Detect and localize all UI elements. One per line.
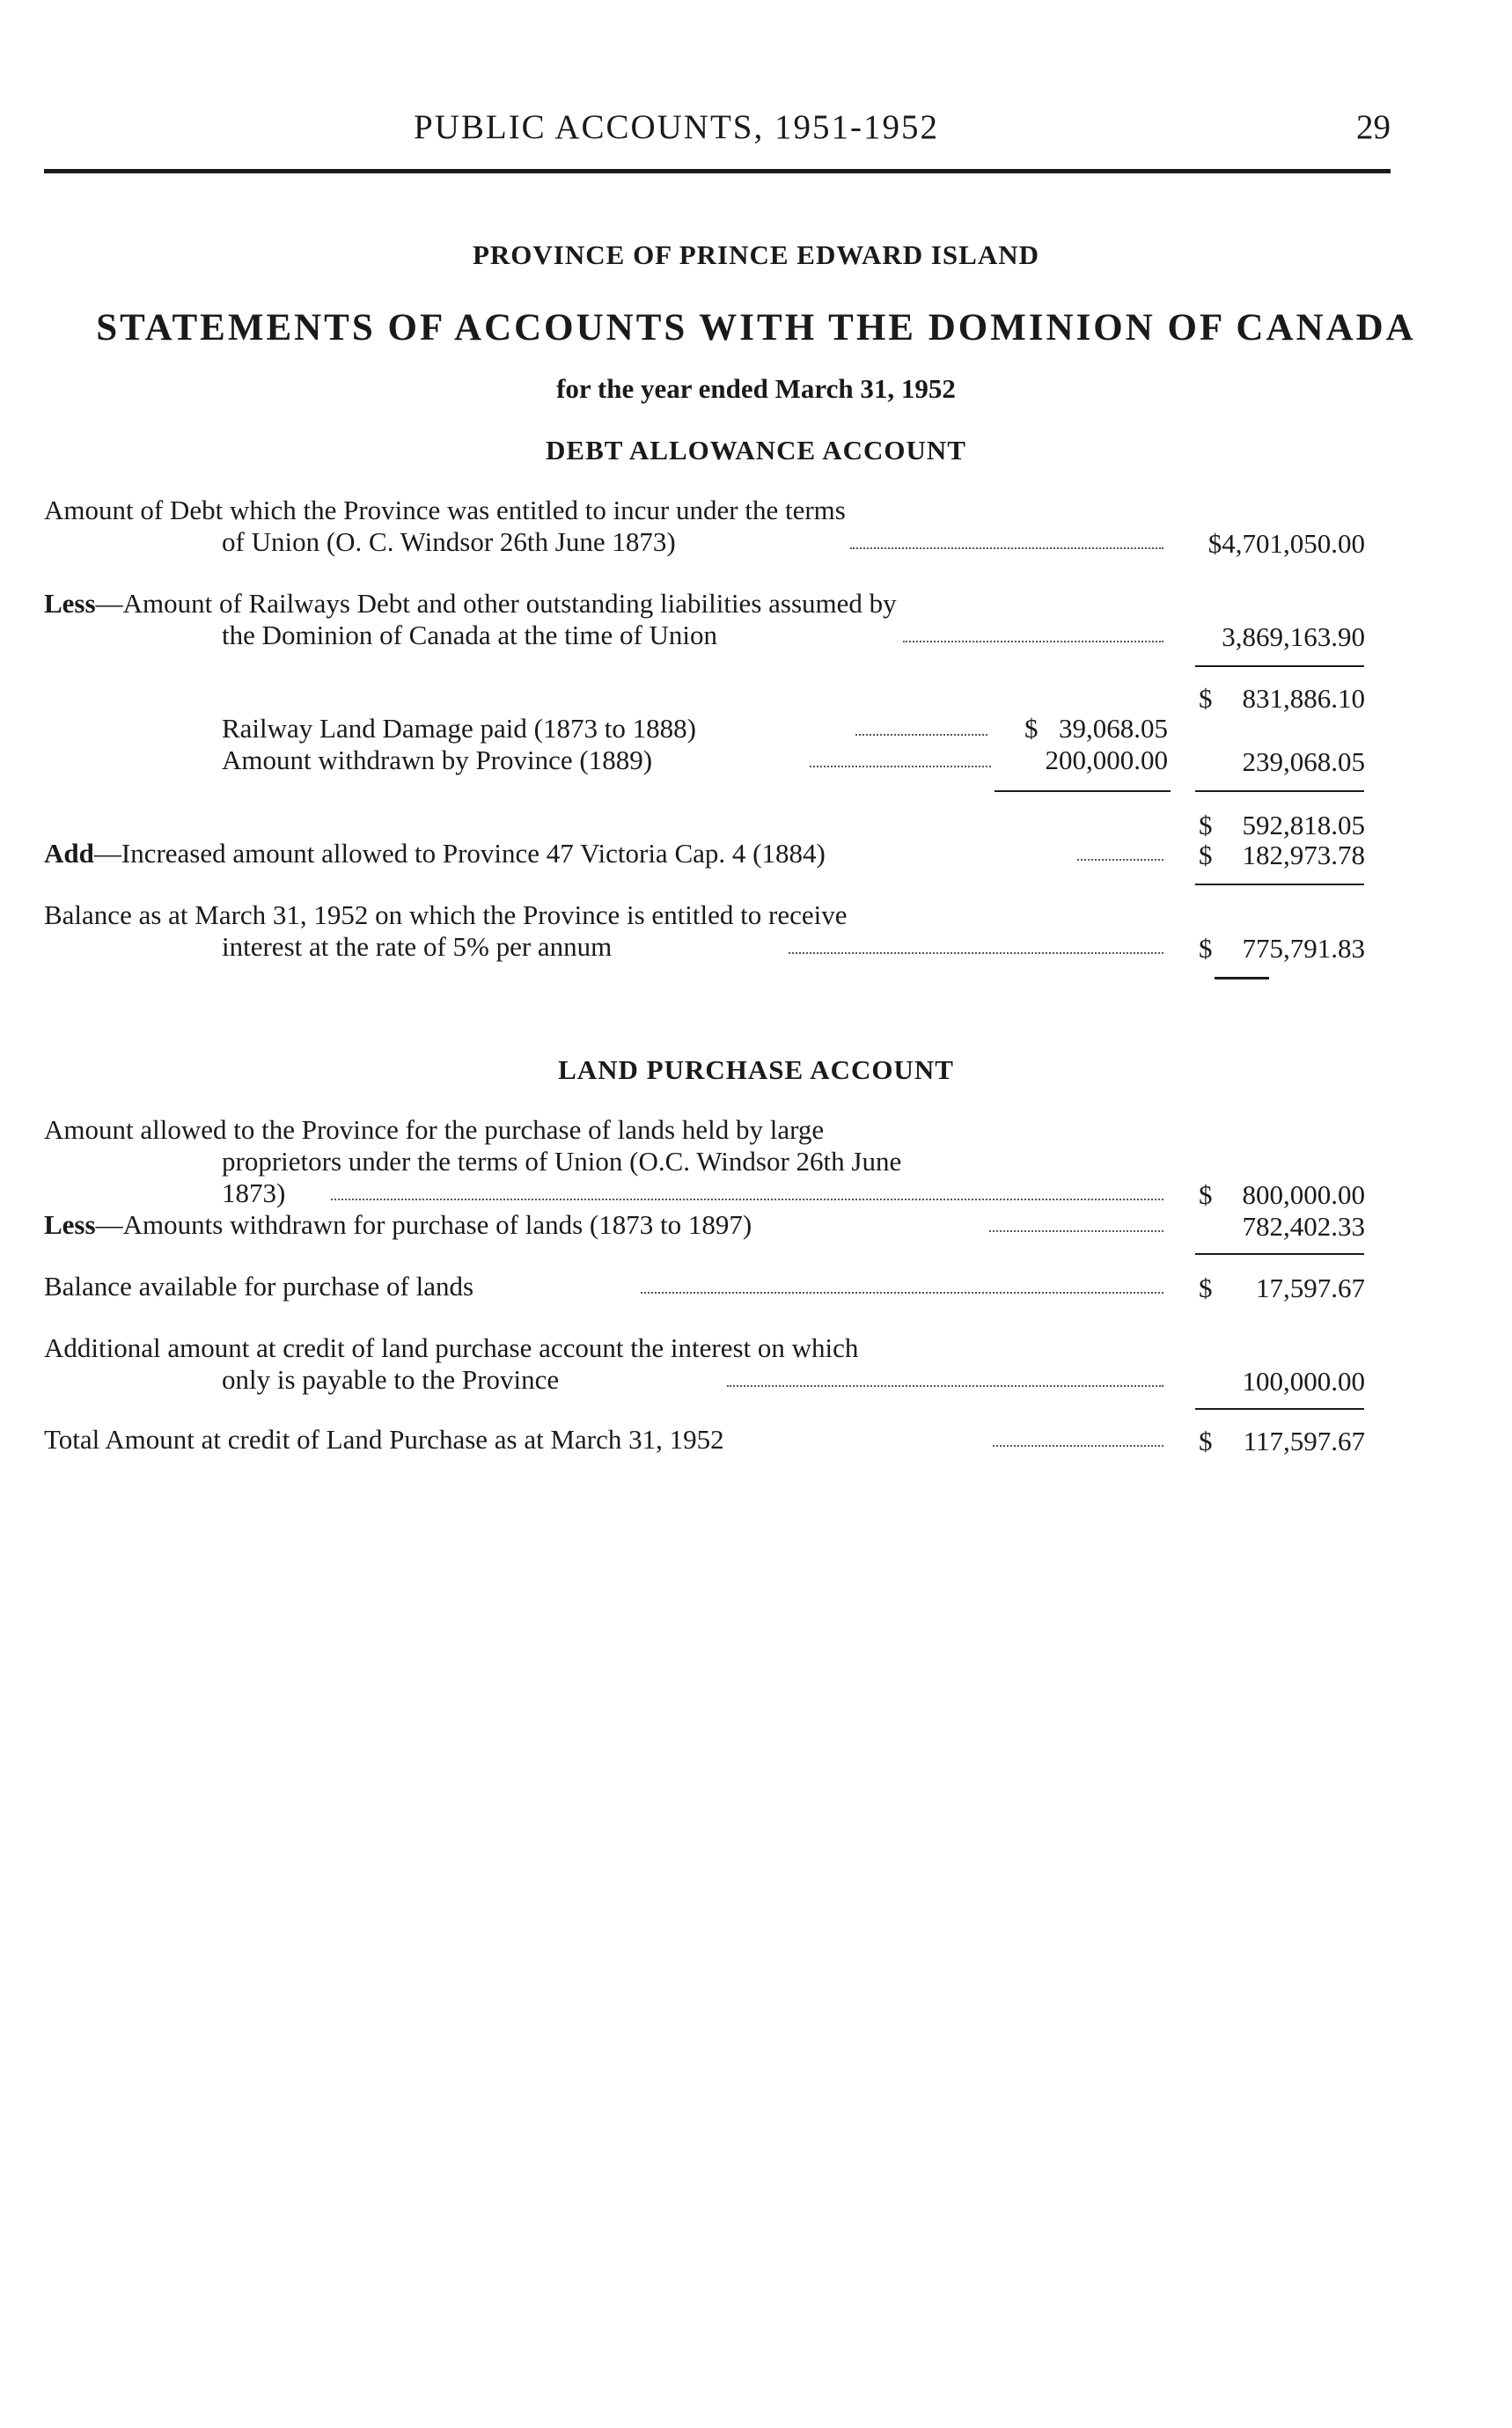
railway-label: Railway Land Damage paid (1873 to 1888) xyxy=(222,713,696,744)
year-heading: for the year ended March 31, 1952 xyxy=(556,373,956,404)
land-total-text: Total Amount at credit of Land Purchase as at March 31, 1952 xyxy=(44,1424,724,1455)
debt-less-text: —Amount of Railways Debt and other outstanding liabilities assumed by xyxy=(95,588,897,619)
land-less-text: —Amounts withdrawn for purchase of lands (1873 to 1897) xyxy=(95,1209,752,1240)
total-rule xyxy=(995,790,1171,792)
debt-subtotal1: 831,886.10 xyxy=(1242,683,1365,714)
dollar-sign: $ xyxy=(1199,840,1213,870)
dollar-sign: $ xyxy=(1199,1273,1213,1303)
railway-value: 39,068.05 xyxy=(1059,713,1168,744)
debt-less-value: 3,869,163.90 xyxy=(1222,621,1365,652)
dollar-sign: $ xyxy=(1199,683,1213,714)
debt-amount-line2: of Union (O. C. Windsor 26th June 1873) xyxy=(222,526,676,557)
add-label: Add xyxy=(44,838,94,869)
leader-dots xyxy=(810,766,991,767)
dollar-sign: $ xyxy=(1024,713,1039,744)
leader-dots xyxy=(727,1385,1163,1387)
withdrawn-total: 239,068.05 xyxy=(1242,746,1365,777)
debt-subtotal2: 592,818.05 xyxy=(1242,810,1365,840)
land-amount-line1: Amount allowed to the Province for the purchase of lands held by large xyxy=(44,1114,825,1145)
total-rule xyxy=(1195,665,1364,667)
leader-dots xyxy=(850,547,1163,549)
land-section-title: LAND PURCHASE ACCOUNT xyxy=(558,1054,954,1085)
debt-add-line xyxy=(44,838,826,869)
debt-amount-line1: Amount of Debt which the Province was entitled to incur under the terms xyxy=(44,495,846,525)
leader-dots xyxy=(641,1292,1163,1294)
leader-dots xyxy=(331,1199,1163,1200)
withdrawn-label: Amount withdrawn by Province (1889) xyxy=(222,745,653,775)
less-label: Less xyxy=(44,1209,96,1240)
total-rule xyxy=(1195,790,1364,792)
header-rule xyxy=(44,169,1391,173)
running-header xyxy=(0,107,1512,151)
dollar-sign: $ xyxy=(1199,1426,1213,1456)
debt-amount-value: $4,701,050.00 xyxy=(1207,528,1365,559)
land-additional-line2: only is payable to the Province xyxy=(222,1364,560,1395)
page-number: 29 xyxy=(1356,108,1391,146)
land-total-value: 117,597.67 xyxy=(1243,1426,1365,1456)
debt-balance-line1: Balance as at March 31, 1952 on which the Province is entitled to receive xyxy=(44,899,848,930)
final-rule xyxy=(1215,977,1269,979)
leader-dots xyxy=(855,734,987,736)
land-amount-line2: proprietors under the terms of Union (O.C. Windsor 26th June xyxy=(222,1146,902,1177)
less-label: Less xyxy=(44,588,96,619)
dollar-sign: $ xyxy=(1199,933,1213,964)
leader-dots xyxy=(789,952,1163,954)
leader-dots xyxy=(993,1445,1163,1447)
debt-balance-line2: interest at the rate of 5% per annum xyxy=(222,931,613,962)
debt-less-line1 xyxy=(44,588,897,620)
withdrawn-value: 200,000.00 xyxy=(1045,745,1168,775)
leader-dots xyxy=(989,1230,1163,1232)
leader-dots xyxy=(903,641,1163,642)
land-less-value: 782,402.33 xyxy=(1242,1211,1365,1242)
leader-dots xyxy=(1077,859,1163,861)
debt-section-title: DEBT ALLOWANCE ACCOUNT xyxy=(546,435,966,466)
running-title: PUBLIC ACCOUNTS, 1951-1952 xyxy=(414,108,939,146)
debt-less-line2: the Dominion of Canada at the time of Union xyxy=(222,620,718,650)
total-rule xyxy=(1195,1408,1364,1410)
land-amount-line3: 1873) xyxy=(222,1177,286,1208)
land-additional-line1: Additional amount at credit of land purchase account the interest on which xyxy=(44,1332,859,1363)
province-heading: PROVINCE OF PRINCE EDWARD ISLAND xyxy=(472,239,1039,270)
total-rule xyxy=(1195,1253,1364,1255)
debt-add-value: 182,973.78 xyxy=(1242,840,1365,870)
land-balance-text: Balance available for purchase of lands xyxy=(44,1271,474,1302)
land-less-line xyxy=(44,1209,752,1241)
debt-balance-value: 775,791.83 xyxy=(1242,933,1365,964)
dollar-sign: $ xyxy=(1199,1179,1213,1210)
land-amount-value: 800,000.00 xyxy=(1242,1179,1365,1210)
dollar-sign: $ xyxy=(1199,810,1213,840)
land-balance-value: 17,597.67 xyxy=(1256,1273,1365,1303)
statements-heading: STATEMENTS OF ACCOUNTS WITH THE DOMINION OF CANADA xyxy=(96,307,1416,348)
total-rule xyxy=(1195,884,1364,885)
debt-add-text: —Increased amount allowed to Province 47 Victoria Cap. 4 (1884) xyxy=(93,838,826,869)
land-additional-value: 100,000.00 xyxy=(1242,1366,1365,1397)
